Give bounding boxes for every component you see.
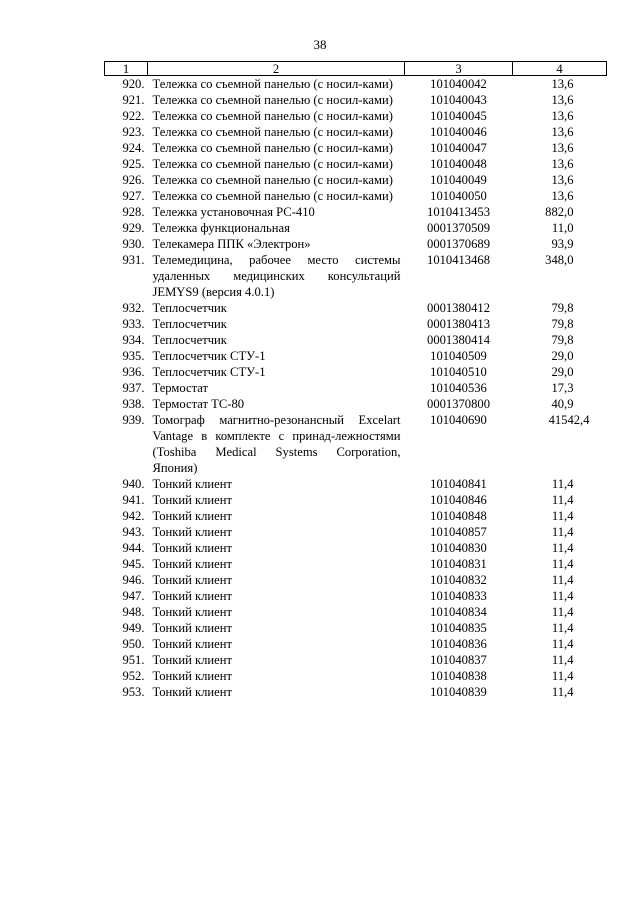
item-value: 11,4 <box>551 477 574 491</box>
row-number: 943. <box>122 525 145 539</box>
inventory-code: 101040841 <box>430 477 487 491</box>
row-number: 953. <box>122 685 145 699</box>
row-number: 929. <box>122 221 145 235</box>
item-name: Тонкий клиент <box>152 509 233 523</box>
item-name: Тонкий клиент <box>152 605 233 619</box>
item-name: Тележка со съемной панелью (с носил-ками) <box>152 77 393 91</box>
item-value: 882,0 <box>545 205 574 219</box>
item-name: Тонкий клиент <box>152 525 233 539</box>
item-name: Тележка со съемной панелью (с носил-ками) <box>152 141 393 155</box>
table-row <box>105 604 607 620</box>
inventory-code: 1010413453 <box>427 205 490 219</box>
item-name: Тележка со съемной панелью (с носил-ками) <box>152 157 393 171</box>
item-value: 13,6 <box>551 189 574 203</box>
table-row <box>105 556 607 572</box>
table-row <box>105 364 607 380</box>
inventory-code: 101040837 <box>430 653 487 667</box>
inventory-code: 0001370800 <box>427 397 490 411</box>
inventory-code: 101040838 <box>430 669 487 683</box>
item-value: 11,4 <box>551 653 574 667</box>
table-row <box>105 476 607 492</box>
inventory-code: 101040510 <box>430 365 487 379</box>
inventory-code: 101040835 <box>430 621 487 635</box>
item-name: Теплосчетчик <box>152 317 227 331</box>
item-name: Теплосчетчик СТУ-1 <box>152 365 266 379</box>
inventory-code: 1010413468 <box>427 253 490 267</box>
row-number: 937. <box>122 381 145 395</box>
table-row <box>105 380 607 396</box>
table-row <box>105 188 607 204</box>
item-name: Тонкий клиент <box>152 637 233 651</box>
inventory-code: 101040846 <box>430 493 487 507</box>
item-name: Телемедицина, рабочее место системы удаленных медицинских консультаций JEMYS9 (версия 4.0.1) <box>152 253 401 299</box>
inventory-code: 101040049 <box>430 173 487 187</box>
table-row <box>105 668 607 684</box>
item-name: Тележка со съемной панелью (с носил-ками) <box>152 109 393 123</box>
inventory-code: 101040834 <box>430 605 487 619</box>
inventory-code: 101040047 <box>430 141 487 155</box>
item-value: 93,9 <box>551 237 574 251</box>
item-name: Тележка функциональная <box>152 221 290 235</box>
column-header-4: 4 <box>513 62 607 76</box>
item-value: 11,4 <box>551 509 574 523</box>
row-number: 936. <box>122 365 145 379</box>
column-header-1: 1 <box>105 62 148 76</box>
inventory-code: 101040839 <box>430 685 487 699</box>
table-row <box>105 524 607 540</box>
table-row <box>105 396 607 412</box>
table-row <box>105 540 607 556</box>
row-number: 935. <box>122 349 145 363</box>
inventory-code: 0001380413 <box>427 317 490 331</box>
table-row <box>105 236 607 252</box>
table-row <box>105 108 607 124</box>
row-number: 948. <box>122 605 145 619</box>
inventory-code: 101040046 <box>430 125 487 139</box>
table-row <box>105 300 607 316</box>
row-number: 926. <box>122 173 145 187</box>
inventory-code: 101040048 <box>430 157 487 171</box>
item-value: 29,0 <box>551 365 574 379</box>
row-number: 944. <box>122 541 145 555</box>
table-row <box>105 412 607 476</box>
inventory-code: 0001370509 <box>427 221 490 235</box>
table-row <box>105 332 607 348</box>
table-row <box>105 588 607 604</box>
item-name: Тонкий клиент <box>152 669 233 683</box>
inventory-code: 101040045 <box>430 109 487 123</box>
item-value: 348,0 <box>545 253 574 267</box>
table-row <box>105 156 607 172</box>
row-number: 941. <box>122 493 145 507</box>
inventory-code: 101040509 <box>430 349 487 363</box>
table-header <box>105 62 607 76</box>
item-name: Тонкий клиент <box>152 685 233 699</box>
inventory-code: 101040042 <box>430 77 487 91</box>
item-value: 41542,4 <box>548 413 590 427</box>
row-number: 938. <box>122 397 145 411</box>
item-name: Тонкий клиент <box>152 493 233 507</box>
table-row <box>105 492 607 508</box>
item-name: Теплосчетчик <box>152 333 227 347</box>
table-row <box>105 316 607 332</box>
inventory-code: 101040536 <box>430 381 487 395</box>
row-number: 947. <box>122 589 145 603</box>
item-value: 11,4 <box>551 621 574 635</box>
item-value: 79,8 <box>551 301 574 315</box>
item-value: 40,9 <box>551 397 574 411</box>
item-name: Тележка со съемной панелью (с носил-ками) <box>152 93 393 107</box>
inventory-table <box>104 61 607 700</box>
row-number: 928. <box>122 205 145 219</box>
item-value: 11,4 <box>551 605 574 619</box>
row-number: 939. <box>122 413 145 427</box>
item-name: Тонкий клиент <box>152 573 233 587</box>
item-value: 13,6 <box>551 109 574 123</box>
inventory-code: 101040043 <box>430 93 487 107</box>
row-number: 951. <box>122 653 145 667</box>
item-name: Телекамера ППК «Электрон» <box>152 237 311 251</box>
item-value: 11,4 <box>551 525 574 539</box>
item-name: Тонкий клиент <box>152 477 233 491</box>
row-number: 942. <box>122 509 145 523</box>
column-header-2: 2 <box>148 62 405 76</box>
item-name: Термостат ТС-80 <box>152 397 245 411</box>
table-row <box>105 172 607 188</box>
inventory-code: 101040832 <box>430 573 487 587</box>
item-name: Теплосчетчик СТУ-1 <box>152 349 266 363</box>
row-number: 925. <box>122 157 145 171</box>
header-row <box>105 62 607 76</box>
item-value: 79,8 <box>551 317 574 331</box>
table-row <box>105 124 607 140</box>
row-number: 952. <box>122 669 145 683</box>
item-name: Тонкий клиент <box>152 621 233 635</box>
inventory-code: 0001380412 <box>427 301 490 315</box>
table-row <box>105 76 607 93</box>
table-row <box>105 684 607 700</box>
item-name: Тонкий клиент <box>152 589 233 603</box>
item-name: Тележка установочная РС-410 <box>152 205 315 219</box>
table-row <box>105 92 607 108</box>
inventory-code: 101040831 <box>430 557 487 571</box>
row-number: 949. <box>122 621 145 635</box>
table-row <box>105 220 607 236</box>
inventory-code: 0001380414 <box>427 333 490 347</box>
item-value: 11,0 <box>551 221 574 235</box>
row-number: 945. <box>122 557 145 571</box>
table-row <box>105 572 607 588</box>
inventory-code: 101040690 <box>430 413 487 427</box>
row-number: 923. <box>122 125 145 139</box>
item-value: 11,4 <box>551 637 574 651</box>
table-row <box>105 348 607 364</box>
inventory-code: 101040833 <box>430 589 487 603</box>
inventory-code: 101040857 <box>430 525 487 539</box>
item-value: 11,4 <box>551 669 574 683</box>
page-number: 38 <box>313 37 327 52</box>
item-name: Тонкий клиент <box>152 653 233 667</box>
inventory-code: 101040848 <box>430 509 487 523</box>
item-value: 13,6 <box>551 93 574 107</box>
inventory-code: 101040836 <box>430 637 487 651</box>
inventory-code: 101040830 <box>430 541 487 555</box>
item-name: Тележка со съемной панелью (с носил-ками) <box>152 173 393 187</box>
item-name: Томограф магнитно-резонансный Excelart Vantage в комплекте с принад-лежностями (Toshiba Medical Systems Corporation, Япония) <box>152 413 401 475</box>
item-value: 11,4 <box>551 541 574 555</box>
row-number: 932. <box>122 301 145 315</box>
item-value: 29,0 <box>551 349 574 363</box>
table-row <box>105 204 607 220</box>
row-number: 924. <box>122 141 145 155</box>
table-row <box>105 508 607 524</box>
row-number: 921. <box>122 93 145 107</box>
table-row <box>105 140 607 156</box>
column-header-3: 3 <box>405 62 513 76</box>
item-name: Теплосчетчик <box>152 301 227 315</box>
row-number: 940. <box>122 477 145 491</box>
row-number: 934. <box>122 333 145 347</box>
row-number: 927. <box>122 189 145 203</box>
item-name: Тележка со съемной панелью (с носил-ками) <box>152 189 393 203</box>
item-value: 13,6 <box>551 125 574 139</box>
item-name: Тонкий клиент <box>152 557 233 571</box>
table-row <box>105 652 607 668</box>
table-row <box>105 620 607 636</box>
table-row <box>105 636 607 652</box>
row-number: 950. <box>122 637 145 651</box>
item-value: 17,3 <box>551 381 574 395</box>
item-value: 13,6 <box>551 77 574 91</box>
table-row <box>105 252 607 300</box>
item-name: Тележка со съемной панелью (с носил-ками) <box>152 125 393 139</box>
row-number: 931. <box>122 253 145 267</box>
item-name: Термостат <box>152 381 209 395</box>
item-name: Тонкий клиент <box>152 541 233 555</box>
row-number: 933. <box>122 317 145 331</box>
item-value: 13,6 <box>551 173 574 187</box>
item-value: 11,4 <box>551 685 574 699</box>
table-body <box>105 76 607 701</box>
item-value: 13,6 <box>551 157 574 171</box>
inventory-code: 0001370689 <box>427 237 490 251</box>
item-value: 11,4 <box>551 493 574 507</box>
inventory-code: 101040050 <box>430 189 487 203</box>
row-number: 922. <box>122 109 145 123</box>
row-number: 946. <box>122 573 145 587</box>
row-number: 920. <box>122 77 145 91</box>
item-value: 11,4 <box>551 557 574 571</box>
item-value: 13,6 <box>551 141 574 155</box>
item-value: 11,4 <box>551 589 574 603</box>
row-number: 930. <box>122 237 145 251</box>
item-value: 79,8 <box>551 333 574 347</box>
item-value: 11,4 <box>551 573 574 587</box>
